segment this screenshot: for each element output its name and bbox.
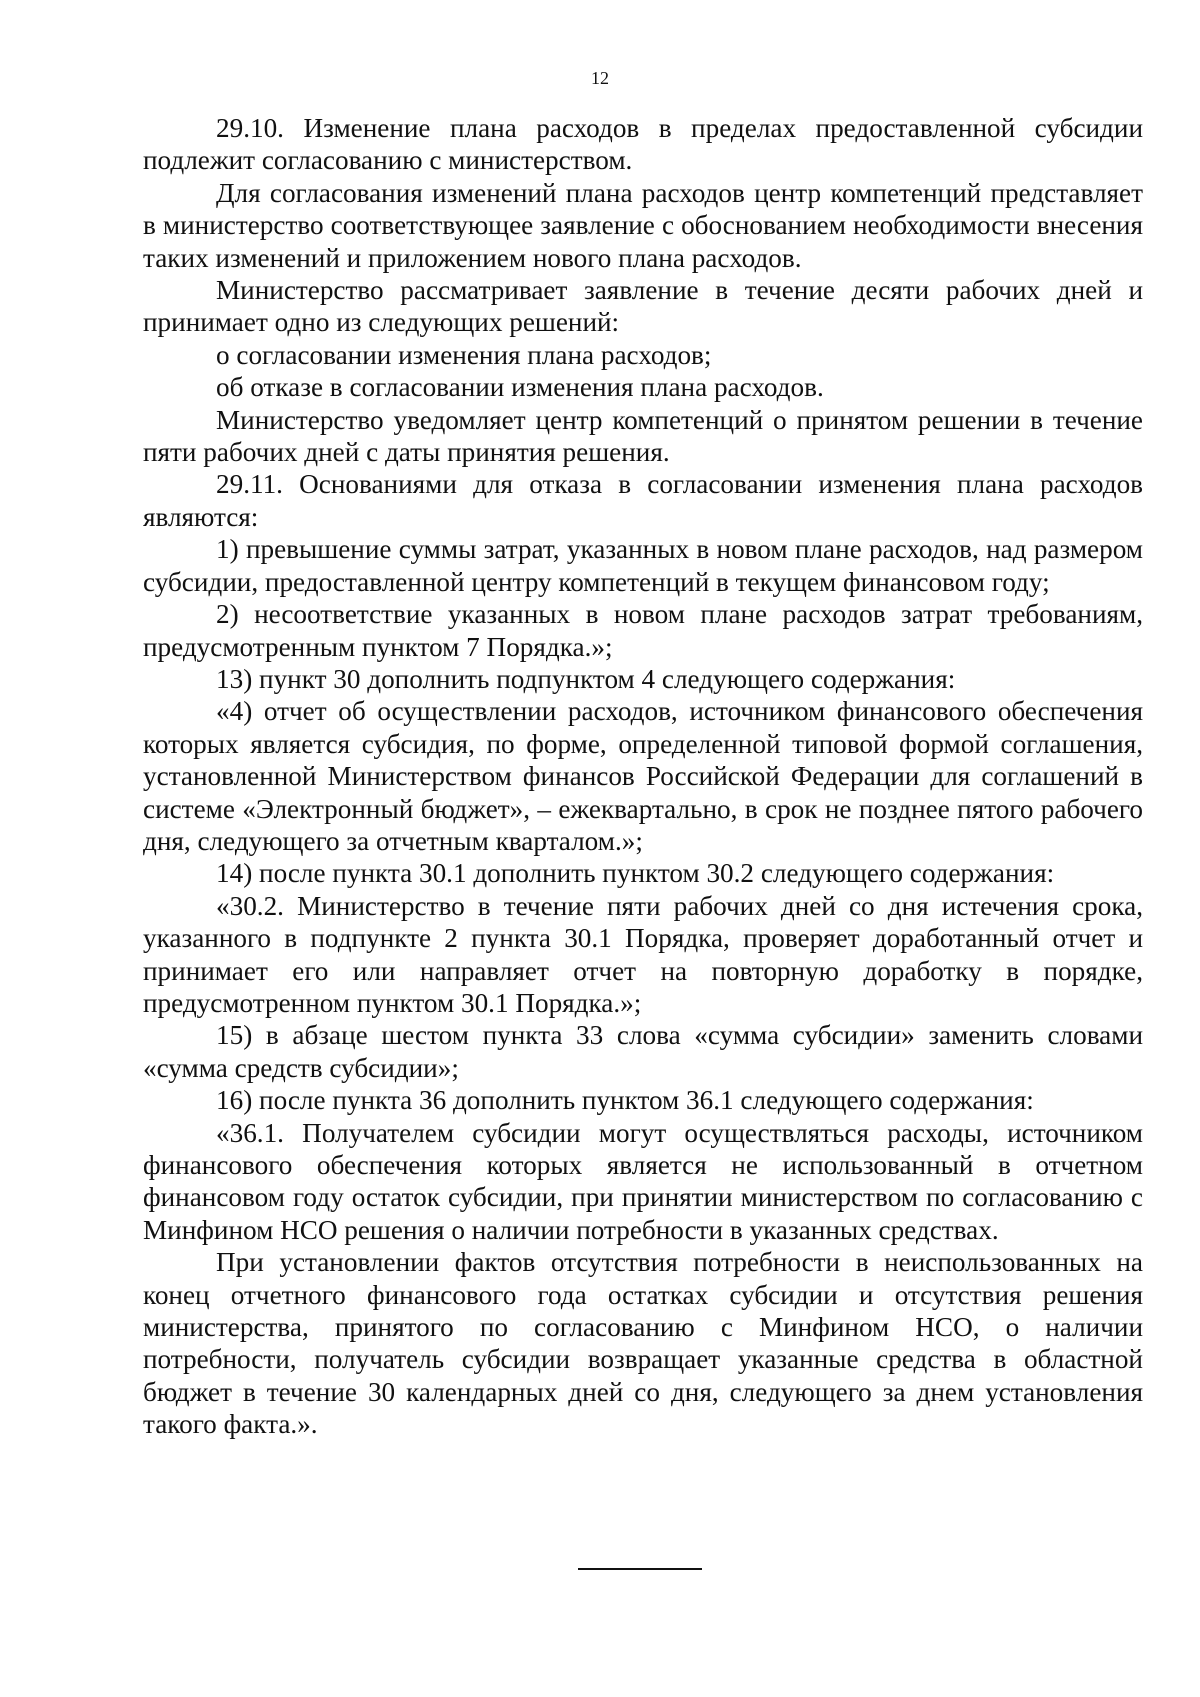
paragraph: 2) несоответствие указанных в новом плане расходов затрат требованиям, предусмотренным пунктом 7 Порядка.»; <box>143 599 1143 662</box>
paragraph: Для согласования изменений плана расходов центр компетенций представляет в министерство соответствующее заявление с обоснованием необходимости внесения таких изменений и приложением нового плана расходов. <box>143 177 1143 273</box>
paragraph: 29.10. Изменение плана расходов в пределах предоставленной субсидии подлежит согласованию с министерством. <box>143 113 1143 176</box>
paragraph: Министерство рассматривает заявление в течение десяти рабочих дней и принимает одно из следующих решений: <box>143 275 1143 338</box>
page-number: 12 <box>591 68 609 88</box>
paragraph: «36.1. Получателем субсидии могут осуществляться расходы, источником финансового обеспечения которых является не использованный в отчетном финансовом году остаток субсидии, при принятии министерством по согласованию с Минфином НСО решения о наличии потребности в указанных средствах. <box>143 1117 1143 1245</box>
paragraph: 14) после пункта 30.1 дополнить пунктом 30.2 следующего содержания: <box>216 858 1055 889</box>
paragraph: 16) после пункта 36 дополнить пунктом 36.1 следующего содержания: <box>216 1085 1034 1116</box>
paragraph: Министерство уведомляет центр компетенций о принятом решении в течение пяти рабочих дней с даты принятия решения. <box>143 404 1143 468</box>
paragraph: «30.2. Министерство в течение пяти рабочих дней со дня истечения срока, указанного в подпункте 2 пункта 30.1 Порядка, проверяет доработанный отчет и принимает его или направляет отчет на повторную доработку в порядке, предусмотренном пунктом 30.1 Порядка.»; <box>143 890 1143 1018</box>
footer-divider <box>578 1568 702 1570</box>
paragraph: 29.11. Основаниями для отказа в согласовании изменения плана расходов являются: <box>143 469 1143 532</box>
paragraph: 13) пункт 30 дополнить подпунктом 4 следующего содержания: <box>216 663 956 694</box>
paragraph: При установлении фактов отсутствия потребности в неиспользованных на конец отчетного финансового года остатках субсидии и отсутствия решения министерства, принятого по согласованию с Минфином НСО, о наличии потребности, получатель субсидии возвращает указанные средства в областной бюджет в течение 30 календарных дней со дня, следующего за днем установления такого факта.». <box>143 1247 1143 1440</box>
document-body <box>143 112 1143 1441</box>
paragraph: «4) отчет об осуществлении расходов, источником финансового обеспечения которых является субсидия, по форме, определенной типовой формой соглашения, установленной Министерством финансов Российской Федерации для соглашений в системе «Электронный бюджет», – ежеквартально, в срок не позднее пятого рабочего дня, следующего за отчетным кварталом.»; <box>143 696 1143 856</box>
paragraph: об отказе в согласовании изменения плана расходов. <box>216 372 824 403</box>
paragraph: 1) превышение суммы затрат, указанных в новом плане расходов, над размером субсидии, предоставленной центру компетенций в текущем финансовом году; <box>143 534 1143 597</box>
paragraph: 15) в абзаце шестом пункта 33 слова «сумма субсидии» заменить словами «сумма средств субсидии»; <box>143 1020 1143 1083</box>
paragraph: о согласовании изменения плана расходов; <box>216 339 712 370</box>
